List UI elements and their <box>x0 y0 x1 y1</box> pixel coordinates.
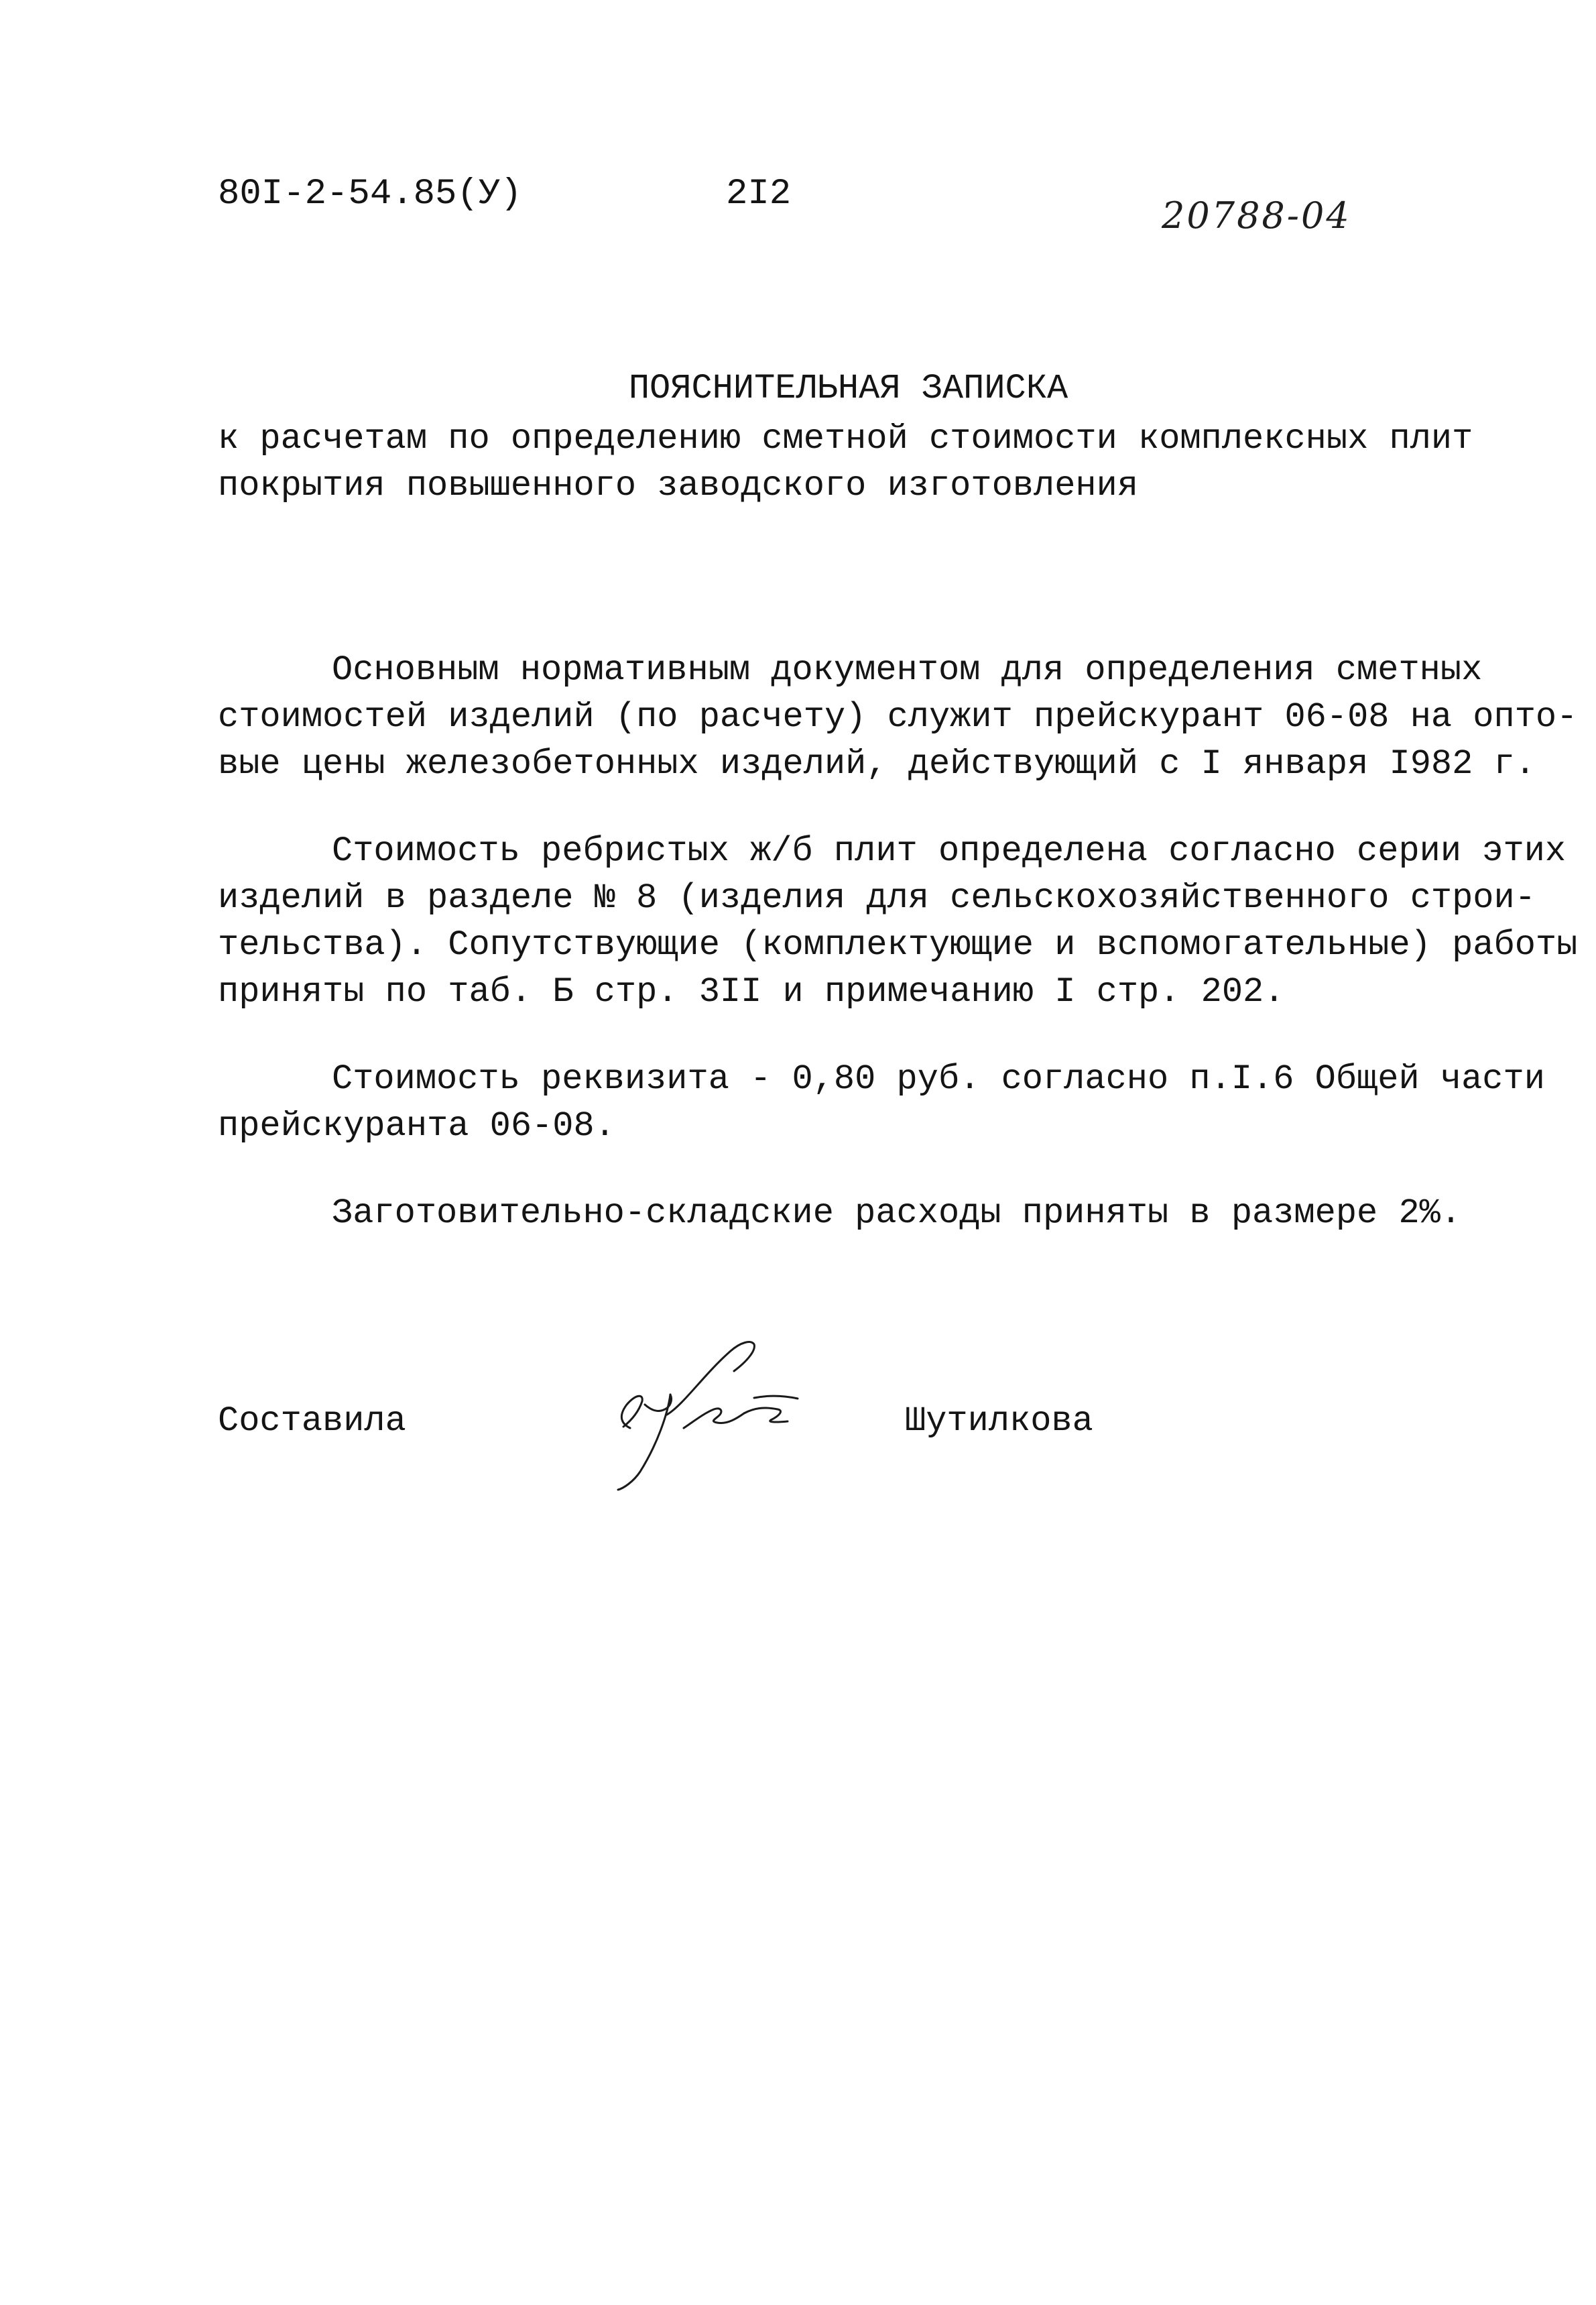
document-code: 80I-2-54.85(У) <box>218 174 522 215</box>
paragraph-1-line: стоимостей изделий (по расчету) служит прейскурант 06-08 на опто- <box>218 697 1578 737</box>
handwritten-inventory-number: 20788-04 <box>1162 194 1351 237</box>
page-number: 2I2 <box>726 174 792 215</box>
paragraph-1-line: Основным нормативным документом для определения сметных <box>332 650 1483 690</box>
paragraph-2-line: тельства). Сопутствующие (комплектующие и вспомогательные) работы <box>218 925 1578 965</box>
handwritten-signature <box>603 1334 831 1495</box>
paragraph-2-line: изделий в разделе № 8 (изделия для сельскохозяйственного строи- <box>218 878 1536 918</box>
paragraph-2-line: приняты по таб. Б стр. 3II и примечанию I стр. 202. <box>218 972 1285 1012</box>
paragraph-2-line: Стоимость ребристых ж/б плит определена согласно серии этих <box>332 831 1567 871</box>
compiled-by-label: Составила <box>218 1401 406 1441</box>
paragraph-1-line: вые цены железобетонных изделий, действующий с I января I982 г. <box>218 744 1536 784</box>
document-title: ПОЯСНИТЕЛЬНАЯ ЗАПИСКА <box>628 369 1068 408</box>
subtitle-line: покрытия повышенного заводского изготовления <box>218 466 1139 506</box>
paragraph-4-line: Заготовительно-складские расходы приняты в размере 2%. <box>332 1193 1462 1233</box>
paragraph-3-line: Стоимость реквизита - 0,80 руб. согласно п.I.6 Общей части <box>332 1059 1545 1099</box>
compiler-name: Шутилкова <box>905 1401 1093 1441</box>
subtitle-line: к расчетам по определению сметной стоимости комплексных плит <box>218 419 1473 459</box>
paragraph-3-line: прейскуранта 06-08. <box>218 1106 615 1146</box>
